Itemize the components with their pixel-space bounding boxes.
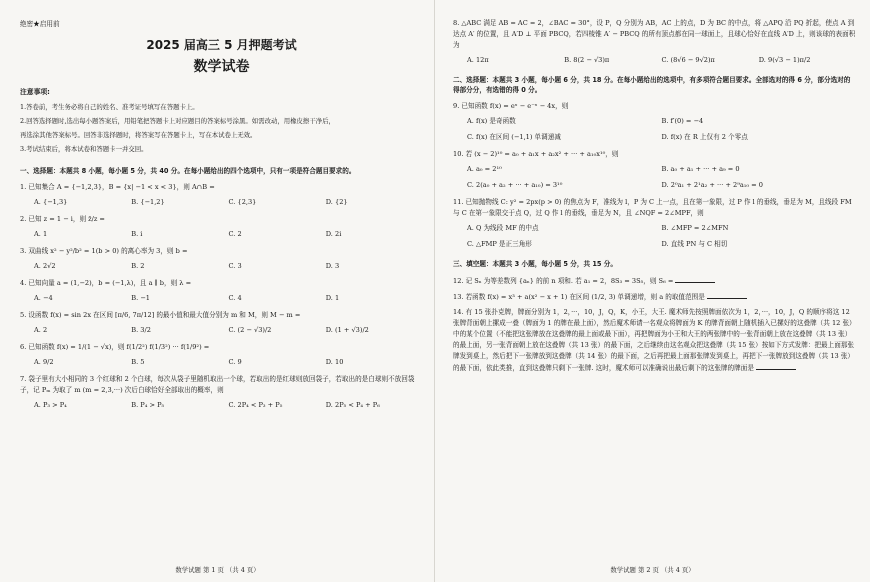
question-2	[20, 214, 423, 239]
question-6	[20, 342, 423, 367]
question-stem: 9. 已知函数 f(x) = eˣ − e⁻ˣ − 4x，则	[453, 102, 569, 110]
notice-block	[20, 86, 423, 156]
option-a: A. {−1,3}	[34, 198, 68, 206]
question-5	[20, 310, 423, 335]
option-d: D. 2i	[325, 230, 342, 238]
option-b: B. i	[131, 230, 143, 238]
question-stem: 14. 有 15 张扑克牌，牌面分别为 1，2，···，10，J，Q，K，小王，大王. 魔术师先按照牌面依次为 1，2，···，10，J，Q 的顺序将这 12 张牌背面朝上摞成一叠（牌面为 1 的牌在最上面），然后魔术师请一名观众将牌面为 K 的牌背面朝上随机插入已摞好的这叠牌（共 12 张）中的某个位置（不能把这张牌放在这叠牌的最上面或最下面），再把牌面为小王和大王的两张牌中的一张背面朝上放在这叠牌（共 13 张）的最上面，另一张背面朝上放在这叠牌（共 13 张）的最下面，之后继续由这名观众把这叠牌（共 15 张）按如下方式发牌：把最上面那张牌发到桌上，然后把下一张牌放到这叠牌（共 14 张）的最下面，之后再把最上面那张牌发到桌上，再把下一张牌放到这叠牌（共 13 张）的最下面，依此类推，直到这叠牌只剩下一张牌. 这时，魔术师可以准确说出最后剩下的这张牌的牌面是	[453, 308, 856, 372]
option-d: D. 9(√3 − 1)π/2	[758, 56, 811, 64]
option-d: D. (1 + √3)/2	[325, 326, 369, 334]
question-stem: 2. 已知 z = 1 − i，则 z̄/z =	[20, 215, 105, 223]
answer-blank	[675, 275, 715, 283]
page-2	[435, 0, 870, 582]
option-d: D. 2P₅ < P₄ + P₆	[325, 401, 380, 409]
option-d: D. 直线 PN 与 C 相切	[661, 240, 728, 248]
question-1	[20, 182, 423, 207]
answer-blank	[707, 291, 747, 299]
option-a: A. a₀ = 2¹⁰	[467, 165, 502, 173]
question-13	[453, 291, 856, 303]
option-a: A. 2	[34, 326, 48, 334]
section-2-heading: 二、选择题：本题共 3 小题，每小题 6 分，共 18 分。在每小题给出的选项中，有多项符合题目要求。全部选对的得 6 分，部分选对的得部分分，有选错的得 0 分。	[453, 76, 851, 94]
question-stem: 8. △ABC 满足 AB = AC = 2，∠BAC = 30°，设 P，Q 分别为 AB，AC 上的点，D 为 BC 的中点，将 △APQ 沿 PQ 折起，使点 A 到达点 A′ 的位置，且 A′D ⊥ 平面 PBCQ，若四棱锥 A′ − PBCQ 的所有顶点都在同一球面上，且球心恰好在直线 A′D 上，则该球的表面积为	[453, 19, 856, 49]
exam-subtitle: 数学试卷	[193, 59, 250, 75]
notice-item: 2.回答选择题时,选出每小题答案后，用铅笔把答题卡上对应题目的答案标号涂黑。如需改动，用橡皮擦干净后，	[20, 117, 335, 125]
option-c: C. (8√6 − 9√2)π	[661, 56, 715, 64]
option-d: D. f(x) 在 R 上仅有 2 个零点	[661, 133, 748, 141]
option-c: C. {2,3}	[228, 198, 257, 206]
question-8	[453, 18, 856, 65]
option-a: A. f(x) 是奇函数	[467, 117, 516, 125]
question-stem: 11. 已知抛物线 C: y² = 2px(p > 0) 的焦点为 F，准线为 l，P 为 C 上一点，且在第一象限，过 P 作 l 的垂线，垂足为 M，且线段 FM 与 C 在第一象限交于点 Q，过 Q 作 l 的垂线，垂足为 N，且 ∠NQF = 2∠MPF，则	[453, 198, 852, 217]
question-stem: 6. 已知函数 f(x) = 1/(1 − √x)，则 f(1/2²) f(1/3²) ··· f(1/9²) =	[20, 343, 210, 351]
question-stem: 10. 若 (x − 2)¹⁰ = a₀ + a₁x + a₂x² + ··· + a₁₀x¹⁰，则	[453, 150, 619, 158]
option-c: C. (2 − √3)/2	[228, 326, 272, 334]
exam-title: 2025 届高三 5 月押题考试	[146, 38, 297, 52]
page-footer: 数学试题 第 2 页 （共 4 页）	[610, 566, 695, 574]
option-b: B. f′(0) = −4	[661, 117, 704, 125]
question-options	[34, 229, 423, 239]
option-b: B. a₀ + a₁ + ··· + a₉ = 0	[661, 165, 740, 173]
option-c: C. 3	[228, 262, 242, 270]
notice-item: 3.考试结束后，将本试卷和答题卡一并交回。	[20, 145, 148, 153]
question-stem: 13. 若函数 f(x) = x³ + a(x² − x + 1) 在区间 (1/2, 3) 单调递增，则 a 的取值范围是	[453, 293, 705, 301]
question-options	[34, 357, 423, 367]
option-b: B. 8(2 − √3)π	[564, 56, 610, 64]
option-c: C. f(x) 在区间 (−1,1) 单调递减	[467, 133, 561, 141]
option-c: C. 2(a₀ + a₂ + ··· + a₁₀) = 3¹⁰	[467, 181, 563, 189]
question-7	[20, 374, 423, 410]
option-a: A. Q 为线段 MF 的中点	[467, 224, 539, 232]
option-b: B. 3/2	[131, 326, 151, 334]
option-d: D. 2⁰a₁ + 2¹a₂ + ··· + 2⁹a₁₀ = 0	[661, 181, 763, 189]
question-9	[453, 101, 856, 142]
question-options	[34, 325, 423, 335]
question-options	[34, 261, 423, 271]
page-footer: 数学试题 第 1 页 （共 4 页）	[175, 566, 260, 574]
notice-heading: 注意事项:	[20, 88, 50, 96]
question-options	[467, 164, 856, 190]
section-1-heading: 一、选择题：本题共 8 小题，每小题 5 分，共 40 分。在每小题给出的四个选项中，只有一项是符合题目要求的。	[20, 167, 356, 175]
question-options	[467, 116, 856, 142]
question-stem: 5. 设函数 f(x) = sin 2x 在区间 [π/6, 7π/12] 的最小值和最大值分别为 m 和 M，则 M − m =	[20, 311, 301, 319]
option-a: A. 12π	[467, 56, 489, 64]
question-11	[453, 197, 856, 249]
option-d: D. 10	[325, 358, 344, 366]
option-c: C. △FMP 是正三角形	[467, 240, 532, 248]
secret-mark: 绝密★启用前	[20, 20, 60, 28]
option-b: B. P₄ > P₅	[131, 401, 165, 409]
question-stem: 3. 双曲线 x² − y²/b² = 1(b > 0) 的离心率为 3，则 b =	[20, 247, 188, 255]
question-3	[20, 246, 423, 271]
option-a: A. P₃ > P₄	[34, 401, 67, 409]
question-options	[34, 400, 423, 410]
question-4	[20, 278, 423, 303]
option-c: C. 2	[228, 230, 242, 238]
option-b: B. −1	[131, 294, 151, 302]
option-a: A. −4	[34, 294, 53, 302]
option-c: C. 2P₄ < P₃ + P₅	[228, 401, 283, 409]
option-c: C. 9	[228, 358, 242, 366]
question-options	[467, 55, 856, 65]
option-b: B. 2	[131, 262, 145, 270]
option-a: A. 9/2	[34, 358, 54, 366]
question-options	[34, 197, 423, 207]
option-d: D. {2}	[325, 198, 348, 206]
option-b: B. 5	[131, 358, 145, 366]
option-c: C. 4	[228, 294, 242, 302]
question-10	[453, 149, 856, 190]
question-12	[453, 275, 856, 287]
option-d: D. 1	[325, 294, 340, 302]
option-a: A. 1	[34, 230, 48, 238]
question-stem: 4. 已知向量 a = (1,−2)，b = (−1,λ)，且 a ∥ b，则 λ =	[20, 279, 192, 287]
option-d: D. 3	[325, 262, 340, 270]
question-stem: 1. 已知集合 A = {−1,2,3}，B = {x| −1 < x < 3}，则 A∩B =	[20, 183, 215, 191]
option-a: A. 2√2	[34, 262, 56, 270]
question-options	[467, 223, 856, 249]
section-3-heading: 三、填空题：本题共 3 小题，每小题 5 分，共 15 分。	[453, 260, 617, 268]
question-options	[34, 293, 423, 303]
notice-item: 再选涂其他答案标号。回答非选择题时，将答案写在答题卡上，写在本试卷上无效。	[20, 131, 257, 139]
question-14	[453, 307, 856, 374]
notice-item: 1.答卷前，考生务必将自己的姓名、准考证号填写在答题卡上。	[20, 103, 199, 111]
option-b: B. ∠MFP = 2∠MFN	[661, 224, 729, 232]
answer-blank	[756, 362, 796, 370]
question-stem: 12. 记 Sₙ 为等差数列 {aₙ} 的前 n 项和. 若 a₁ = 2，8S₃ = 3S₅，则 S₆ =	[453, 277, 674, 285]
question-stem: 7. 袋子里有大小相同的 3 个红球和 2 个白球，每次从袋子里随机取出一个球，若取出的是红球则放回袋子，若取出的是白球则不放回袋子，记 Pₘ 为取了 m (m = 2,3,···) 次后白球恰好全部取出的概率，则	[20, 375, 415, 394]
option-b: B. {−1,2}	[131, 198, 165, 206]
